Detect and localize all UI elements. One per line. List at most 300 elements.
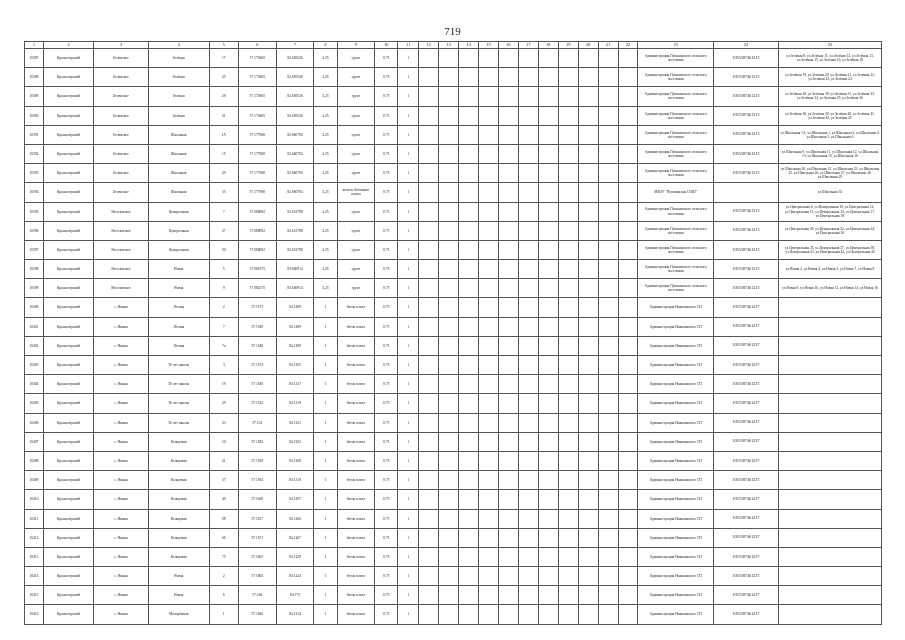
table-cell: 1 xyxy=(398,68,419,87)
table-cell xyxy=(419,202,439,221)
table-cell xyxy=(419,471,439,490)
table-body xyxy=(25,49,882,625)
table-cell xyxy=(518,471,538,490)
table-cell: 84.1289 xyxy=(276,317,314,336)
table-cell xyxy=(459,356,479,375)
table-cell xyxy=(558,336,578,355)
table-cell: ул.Зелёная 28, ул.Зелёная 30, ул.Зелёная 31, ул.Зелёная 33, ул.Зелёная 34, ул.Зелёная 35, ул.Зелёная 36 xyxy=(778,87,881,106)
table-cell xyxy=(538,68,558,87)
table-cell xyxy=(558,260,578,279)
table-row xyxy=(25,567,882,586)
table-cell xyxy=(518,49,538,68)
table-cell: Веселовское xyxy=(94,202,149,221)
table-cell xyxy=(459,221,479,240)
table-cell: грунт xyxy=(337,164,375,183)
table-cell xyxy=(598,528,618,547)
table-cell: Краснозерский xyxy=(43,586,93,605)
table-cell xyxy=(419,528,439,547)
table-cell xyxy=(558,68,578,87)
table-cell: Краснозерский xyxy=(43,164,93,183)
table-cell: Администрация Пушкинского сельского поселения xyxy=(638,260,714,279)
table-cell: 82.660784 xyxy=(276,183,314,202)
table-cell: Краснозерский xyxy=(43,68,93,87)
table-cell xyxy=(498,567,518,586)
table-cell xyxy=(558,317,578,336)
table-cell xyxy=(459,106,479,125)
table-cell: с. Нижка xyxy=(94,490,149,509)
table-cell: 84.1228 xyxy=(276,547,314,566)
table-cell: 1 xyxy=(398,106,419,125)
table-cell: Администрация Пушкинского сельского поселения xyxy=(638,279,714,298)
table-cell xyxy=(598,567,618,586)
table-cell: 1 xyxy=(398,605,419,624)
table-cell: 0.75 xyxy=(375,451,398,470)
table-cell: 1055307461215 xyxy=(713,125,778,144)
table-cell xyxy=(479,605,499,624)
table-cell: Новая xyxy=(148,279,209,298)
table-cell xyxy=(498,413,518,432)
table-cell: 10403 xyxy=(25,356,44,375)
table-row xyxy=(25,528,882,547)
table-cell xyxy=(578,87,598,106)
table-cell: 0.75 xyxy=(375,87,398,106)
table-cell xyxy=(498,528,518,547)
table-cell xyxy=(598,125,618,144)
table-cell: 82.650526 xyxy=(276,87,314,106)
table-cell xyxy=(578,240,598,259)
table-cell: 1055307461237 xyxy=(713,567,778,586)
table-cell xyxy=(578,356,598,375)
table-cell: 1 xyxy=(398,164,419,183)
table-cell: 0.75 xyxy=(375,221,398,240)
table-cell: 1 xyxy=(314,413,337,432)
table-cell: Беленское xyxy=(94,164,149,183)
table-row xyxy=(25,586,882,605)
table-cell xyxy=(439,528,459,547)
table-cell: 1055307461237 xyxy=(713,298,778,317)
table-cell: Центральная xyxy=(148,240,209,259)
table-cell xyxy=(558,528,578,547)
table-cell: железо-бетонные плиты xyxy=(337,183,375,202)
table-cell xyxy=(439,586,459,605)
table-cell: 1 xyxy=(398,279,419,298)
table-cell: Зелёная xyxy=(148,87,209,106)
table-cell: Краснозерский xyxy=(43,317,93,336)
table-cell xyxy=(439,375,459,394)
table-cell: 1 xyxy=(314,490,337,509)
table-cell: 57.177968 xyxy=(238,183,276,202)
table-cell: 33 xyxy=(209,413,238,432)
table-cell: ул.Школьная 9, ул.Школьная 11, ул.Школьная 12, ул.Школьная 13, ул.Школьная 15, ул.Школьная 16 xyxy=(778,144,881,163)
table-cell xyxy=(598,375,618,394)
table-cell xyxy=(618,432,638,451)
table-cell: 1055307461215 xyxy=(713,202,778,221)
table-cell xyxy=(598,68,618,87)
table-cell xyxy=(479,509,499,528)
table-cell: 2.25 xyxy=(314,260,337,279)
table-cell: Краснозерский xyxy=(43,528,93,547)
table-cell: с. Нижка xyxy=(94,451,149,470)
column-header: 13 xyxy=(439,42,459,49)
table-cell: 1 xyxy=(398,586,419,605)
column-header: 17 xyxy=(518,42,538,49)
table-cell xyxy=(558,567,578,586)
table-cell xyxy=(518,586,538,605)
table-cell: 57.1671 xyxy=(238,528,276,547)
table-cell xyxy=(419,87,439,106)
table-cell: 7а xyxy=(209,336,238,355)
table-cell: Администрация Нижкинского СП xyxy=(638,586,714,605)
column-header: 25 xyxy=(778,42,881,49)
table-cell xyxy=(578,547,598,566)
table-cell: Краснозерский xyxy=(43,356,93,375)
table-cell xyxy=(598,298,618,317)
table-cell xyxy=(518,336,538,355)
table-cell: 10404 xyxy=(25,375,44,394)
table-cell xyxy=(598,356,618,375)
table-cell: 1055307461215 xyxy=(713,279,778,298)
table-cell: 28 xyxy=(209,87,238,106)
table-cell: ул.Центральная 20, ул.Центральная 22, ул.Центральная 24, ул.Центральная 26 xyxy=(778,221,881,240)
table-row xyxy=(25,509,882,528)
table-cell xyxy=(558,490,578,509)
column-header: 11 xyxy=(398,42,419,49)
table-cell: 84.1319 xyxy=(276,394,314,413)
table-cell xyxy=(618,528,638,547)
table-cell: 1 xyxy=(314,528,337,547)
table-cell: ул.Центральная 35, ул.Центральная 37, ул.Центральная 39, ул.Центральная 41, ул.Центральная 42, ул.Центральная 45 xyxy=(778,240,881,259)
table-cell xyxy=(419,547,439,566)
table-cell xyxy=(538,336,558,355)
table-cell xyxy=(618,356,638,375)
table-cell: МБОУ "Пушкинская СОШ" xyxy=(638,183,714,202)
table-cell: 6 xyxy=(209,586,238,605)
table-cell: 1055307461237 xyxy=(713,317,778,336)
table-cell: 0.75 xyxy=(375,202,398,221)
column-header: 10 xyxy=(375,42,398,49)
table-cell: Администрация Нижкинского СП xyxy=(638,394,714,413)
table-cell: Администрация Нижкинского СП xyxy=(638,375,714,394)
table-cell: 1 xyxy=(398,547,419,566)
table-cell xyxy=(578,68,598,87)
table-cell xyxy=(598,432,618,451)
table-cell xyxy=(419,68,439,87)
table-cell: ул.Школьная 1А, ул.Школьная 1, ул.Школьная 2, ул.Школьная 4, ул.Школьная 5, ул.Школьная 6 xyxy=(778,125,881,144)
table-cell: бетон плита xyxy=(337,528,375,547)
table-row xyxy=(25,394,882,413)
table-cell xyxy=(778,471,881,490)
table-cell: 75 xyxy=(209,547,238,566)
table-cell xyxy=(498,68,518,87)
table-cell xyxy=(498,586,518,605)
column-header: 2 xyxy=(43,42,93,49)
column-header: 23 xyxy=(638,42,714,49)
table-cell xyxy=(538,183,558,202)
column-header: 1 xyxy=(25,42,44,49)
table-cell: Новая xyxy=(148,586,209,605)
table-cell: 57.1574 xyxy=(238,356,276,375)
table-cell xyxy=(618,605,638,624)
table-cell xyxy=(578,298,598,317)
table-cell xyxy=(538,125,558,144)
table-cell: Краснозерский xyxy=(43,279,93,298)
table-cell: 7 xyxy=(209,317,238,336)
table-cell: Веселовское xyxy=(94,221,149,240)
table-cell: 0.75 xyxy=(375,605,398,624)
table-cell: с. Нижка xyxy=(94,567,149,586)
table-cell xyxy=(439,260,459,279)
table-cell: Беленское xyxy=(94,144,149,163)
table-cell xyxy=(439,451,459,470)
table-cell xyxy=(558,202,578,221)
table-cell xyxy=(419,375,439,394)
table-cell: 1 xyxy=(398,528,419,547)
table-cell xyxy=(439,298,459,317)
table-cell xyxy=(498,336,518,355)
table-cell xyxy=(558,221,578,240)
table-cell: Краснозерский xyxy=(43,605,93,624)
table-cell: 1 xyxy=(314,356,337,375)
table-cell xyxy=(419,164,439,183)
table-cell xyxy=(578,451,598,470)
table-cell: Краснозерский xyxy=(43,432,93,451)
table-cell: 1 xyxy=(314,317,337,336)
table-cell xyxy=(618,106,638,125)
table-cell: Администрация Нижкинского СП xyxy=(638,471,714,490)
table-cell: 1 xyxy=(314,432,337,451)
table-cell xyxy=(479,279,499,298)
table-cell xyxy=(479,49,499,68)
table-cell: 1 xyxy=(314,547,337,566)
table-cell xyxy=(578,164,598,183)
table-cell xyxy=(538,528,558,547)
table-cell xyxy=(439,164,459,183)
table-cell: 57.1603 xyxy=(238,567,276,586)
table-cell: 2.25 xyxy=(314,49,337,68)
table-cell: 1055307461237 xyxy=(713,413,778,432)
table-cell: 57.082375 xyxy=(238,279,276,298)
table-cell: 1 xyxy=(398,298,419,317)
table-cell xyxy=(618,509,638,528)
table-cell xyxy=(538,260,558,279)
table-cell xyxy=(598,413,618,432)
table-cell: 0.75 xyxy=(375,375,398,394)
table-cell: 1055307461237 xyxy=(713,509,778,528)
table-cell: 0.75 xyxy=(375,317,398,336)
table-cell: Администрация Пушкинского сельского поселения xyxy=(638,164,714,183)
table-cell xyxy=(538,202,558,221)
table-cell: грунт xyxy=(337,68,375,87)
table-cell xyxy=(538,144,558,163)
table-cell: Молодёжная xyxy=(148,605,209,624)
table-cell xyxy=(558,394,578,413)
table-cell: Зелёная xyxy=(148,106,209,125)
table-cell: Лесная xyxy=(148,298,209,317)
table-cell: Веселовское xyxy=(94,279,149,298)
table-cell: 57.173665 xyxy=(238,68,276,87)
table-cell: Кольцевая xyxy=(148,451,209,470)
table-cell: ул.Зелёная 8, ул.Зелёная 11, ул.Зелёная 12, ул.Зелёная 13, ул.Зелёная 15, ул.Зелёная 16, ул.Зелёная 18 xyxy=(778,49,881,68)
table-cell xyxy=(618,547,638,566)
table-cell: 0.75 xyxy=(375,298,398,317)
table-row xyxy=(25,106,882,125)
table-cell xyxy=(578,490,598,509)
table-cell: 1055307461237 xyxy=(713,336,778,355)
table-cell: 84.1321 xyxy=(276,413,314,432)
table-cell xyxy=(419,336,439,355)
table-cell xyxy=(459,87,479,106)
table-cell: 84.1214 xyxy=(276,605,314,624)
table-row xyxy=(25,605,882,624)
table-cell xyxy=(598,317,618,336)
table-cell xyxy=(578,144,598,163)
table-cell: 57.1582 xyxy=(238,432,276,451)
table-cell: 84.1289 xyxy=(276,336,314,355)
table-cell: 25 xyxy=(209,68,238,87)
table-cell xyxy=(439,509,459,528)
table-cell xyxy=(498,394,518,413)
table-cell xyxy=(439,567,459,586)
table-cell: Краснозерский xyxy=(43,375,93,394)
table-cell xyxy=(479,336,499,355)
table-cell xyxy=(459,240,479,259)
table-cell xyxy=(459,336,479,355)
table-cell: 1055307461237 xyxy=(713,394,778,413)
table-cell: бетон плита xyxy=(337,336,375,355)
table-cell xyxy=(439,432,459,451)
table-cell xyxy=(419,240,439,259)
table-cell xyxy=(498,279,518,298)
table-cell xyxy=(778,567,881,586)
table-cell: Веселовское xyxy=(94,240,149,259)
table-cell xyxy=(598,336,618,355)
table-cell xyxy=(558,586,578,605)
table-cell: 1 xyxy=(398,49,419,68)
table-cell: с. Нижка xyxy=(94,375,149,394)
table-cell: бетон плита xyxy=(337,432,375,451)
column-header: 5 xyxy=(209,42,238,49)
table-cell xyxy=(578,336,598,355)
table-cell xyxy=(578,221,598,240)
table-cell: 2.25 xyxy=(314,202,337,221)
table-cell: Веселовское xyxy=(94,260,149,279)
table-row xyxy=(25,125,882,144)
table-cell xyxy=(498,547,518,566)
table-cell: 0.75 xyxy=(375,432,398,451)
table-cell xyxy=(558,509,578,528)
table-cell xyxy=(479,125,499,144)
table-cell: 2.25 xyxy=(314,240,337,259)
table-cell xyxy=(479,68,499,87)
table-cell: 1 xyxy=(314,336,337,355)
table-cell: бетон плита xyxy=(337,375,375,394)
table-cell: 84.1266 xyxy=(276,509,314,528)
table-cell: 10387 xyxy=(25,49,44,68)
table-cell xyxy=(419,356,439,375)
table-cell: 2.25 xyxy=(314,125,337,144)
table-cell xyxy=(578,586,598,605)
table-cell: 0.75 xyxy=(375,509,398,528)
table-row xyxy=(25,87,882,106)
table-cell: 10415 xyxy=(25,586,44,605)
table-cell xyxy=(419,221,439,240)
table-cell: ул.Зелёная 38, ул.Зелёная 39, ул.Зелёная 40, ул.Зелёная 41, ул.Зелёная 43, ул.Зелёная 45 xyxy=(778,106,881,125)
table-cell xyxy=(419,394,439,413)
table-cell: 82.631788 xyxy=(276,202,314,221)
table-cell xyxy=(598,144,618,163)
table-header-row xyxy=(25,42,882,49)
table-cell xyxy=(479,547,499,566)
table-cell: грунт xyxy=(337,144,375,163)
table-cell xyxy=(778,547,881,566)
table-cell: Краснозерский xyxy=(43,221,93,240)
table-cell xyxy=(439,547,459,566)
table-cell xyxy=(618,87,638,106)
table-cell xyxy=(618,567,638,586)
table-cell: 1 xyxy=(398,356,419,375)
table-cell: 82.631788 xyxy=(276,240,314,259)
table-cell: Администрация Нижкинского СП xyxy=(638,432,714,451)
table-cell xyxy=(558,144,578,163)
table-cell: 1 xyxy=(314,567,337,586)
table-cell xyxy=(518,240,538,259)
table-row xyxy=(25,490,882,509)
table-cell: бетон плита xyxy=(337,567,375,586)
table-row xyxy=(25,260,882,279)
table-cell: 1 xyxy=(398,260,419,279)
table-cell: 0.75 xyxy=(375,164,398,183)
table-cell: 0.75 xyxy=(375,183,398,202)
table-cell: 10402 xyxy=(25,336,44,355)
table-cell xyxy=(538,317,558,336)
table-cell: 1 xyxy=(398,471,419,490)
table-cell: 1055307461237 xyxy=(713,356,778,375)
table-cell: 27 xyxy=(209,221,238,240)
table-cell: 57.1603 xyxy=(238,547,276,566)
table-cell xyxy=(538,49,558,68)
table-cell: 50 лет школы xyxy=(148,375,209,394)
table-row xyxy=(25,336,882,355)
table-cell xyxy=(498,432,518,451)
table-cell xyxy=(578,528,598,547)
table-cell xyxy=(419,279,439,298)
table-cell xyxy=(479,221,499,240)
table-cell xyxy=(518,317,538,336)
table-cell xyxy=(439,240,459,259)
table-cell xyxy=(459,528,479,547)
column-header: 19 xyxy=(558,42,578,49)
table-cell: 2 xyxy=(209,298,238,317)
table-cell: 3 xyxy=(209,356,238,375)
table-cell xyxy=(598,164,618,183)
table-cell xyxy=(618,68,638,87)
table-cell: Краснозерский xyxy=(43,451,93,470)
table-cell: 37 xyxy=(209,471,238,490)
table-cell: 10408 xyxy=(25,451,44,470)
table-cell xyxy=(618,317,638,336)
table-cell: Краснозерский xyxy=(43,298,93,317)
table-cell: Беленское xyxy=(94,125,149,144)
table-cell xyxy=(439,413,459,432)
table-cell: 1055307461237 xyxy=(713,451,778,470)
table-cell: 1 xyxy=(398,202,419,221)
table-cell xyxy=(439,144,459,163)
column-header: 6 xyxy=(238,42,276,49)
table-cell xyxy=(518,394,538,413)
table-cell: Администрация Нижкинского СП xyxy=(638,451,714,470)
table-cell xyxy=(419,144,439,163)
table-cell xyxy=(558,413,578,432)
